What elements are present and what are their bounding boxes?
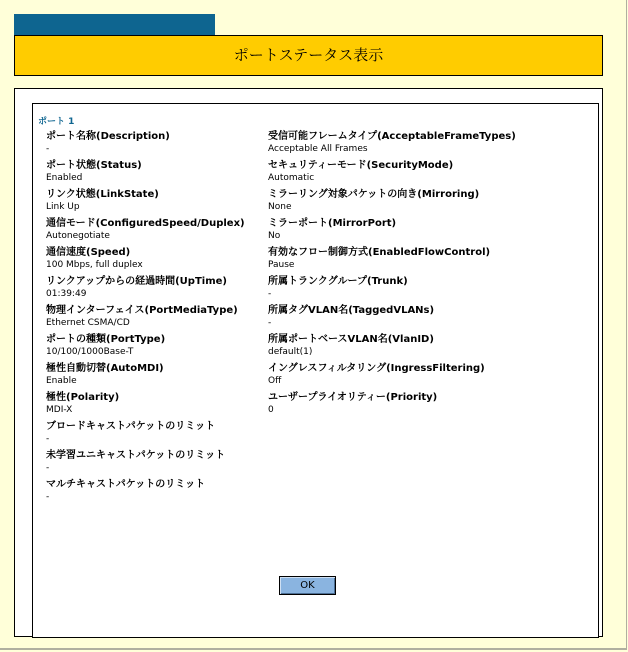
ok-button[interactable]: OK: [279, 576, 336, 595]
field-mirror-port: [268, 217, 516, 246]
field-vlan-id: [268, 333, 516, 362]
field-value: No: [268, 231, 281, 241]
field-label: 所属トランクグループ(Trunk): [268, 276, 408, 287]
field-value: -: [46, 434, 50, 444]
field-label: リンク状態(LinkState): [46, 189, 159, 200]
field-value: -: [46, 144, 50, 154]
field-polarity: [46, 391, 245, 420]
field-value: Enable: [46, 376, 77, 386]
field-acceptable-frame-types: [268, 130, 516, 159]
field-unknown-unicast-limit: [46, 449, 245, 478]
field-label: マルチキャストパケットのリミット: [46, 479, 206, 490]
field-label: ユーザープライオリティー(Priority): [268, 392, 438, 403]
field-value: Link Up: [46, 202, 80, 212]
field-port-type: [46, 333, 245, 362]
field-value: 10/100/1000Base-T: [46, 347, 134, 357]
right-column: [268, 130, 516, 420]
field-speed: [46, 246, 245, 275]
field-label: ミラーポート(MirrorPort): [268, 218, 397, 229]
field-ingress-filtering: [268, 362, 516, 391]
field-flow-control: [268, 246, 516, 275]
field-value: default(1): [268, 347, 313, 357]
field-value: Acceptable All Frames: [268, 144, 368, 154]
field-tagged-vlans: [268, 304, 516, 333]
field-value: 100 Mbps, full duplex: [46, 260, 143, 270]
field-label: リンクアップからの経過時間(UpTime): [46, 276, 227, 287]
field-label: ポート状態(Status): [46, 160, 142, 171]
field-broadcast-limit: [46, 420, 245, 449]
field-priority: [268, 391, 516, 420]
field-value: -: [46, 463, 50, 473]
field-label: イングレスフィルタリング(IngressFiltering): [268, 363, 485, 374]
field-label: 通信モード(ConfiguredSpeed/Duplex): [46, 218, 245, 229]
field-label: 通信速度(Speed): [46, 247, 131, 258]
field-value: -: [46, 492, 50, 502]
field-value: -: [268, 289, 272, 299]
field-value: Ethernet CSMA/CD: [46, 318, 130, 328]
field-status: [46, 159, 245, 188]
field-value: 01:39:49: [46, 289, 87, 299]
field-value: None: [268, 202, 292, 212]
field-value: -: [268, 318, 272, 328]
field-link-state: [46, 188, 245, 217]
field-security-mode: [268, 159, 516, 188]
field-label: ミラーリング対象パケットの向き(Mirroring): [268, 189, 480, 200]
field-value: 0: [268, 405, 274, 415]
field-description: [46, 130, 245, 159]
field-value: Pause: [268, 260, 295, 270]
field-uptime: [46, 275, 245, 304]
field-label: 有効なフロー制御方式(EnabledFlowControl): [268, 247, 491, 258]
field-configured-speed: [46, 217, 245, 246]
field-multicast-limit: [46, 478, 245, 507]
tab-strip: [14, 14, 215, 35]
field-label: 所属タグVLAN名(TaggedVLANs): [268, 305, 435, 316]
port-title: ポート 1: [38, 117, 75, 127]
field-label: ポート名称(Description): [46, 131, 170, 142]
field-label: セキュリティーモード(SecurityMode): [268, 160, 454, 171]
field-label: ポートの種類(PortType): [46, 334, 166, 345]
field-value: Enabled: [46, 173, 83, 183]
field-mirroring: [268, 188, 516, 217]
left-column: [46, 130, 245, 507]
field-label: 所属ポートベースVLAN名(VlanID): [268, 334, 434, 345]
page-title: ポートステータス表示: [233, 46, 384, 64]
header-bar: [14, 35, 603, 76]
field-label: 物理インターフェイス(PortMediaType): [46, 305, 238, 316]
field-label: 極性(Polarity): [46, 392, 120, 403]
field-label: 受信可能フレームタイプ(AcceptableFrameTypes): [268, 131, 516, 142]
field-auto-mdi: [46, 362, 245, 391]
field-value: MDI-X: [46, 405, 73, 415]
field-value: Off: [268, 376, 282, 386]
field-label: 未学習ユニキャストパケットのリミット: [46, 450, 226, 461]
field-value: Automatic: [268, 173, 315, 183]
field-label: 極性自動切替(AutoMDI): [46, 363, 164, 374]
field-label: ブロードキャストパケットのリミット: [46, 421, 216, 432]
field-trunk: [268, 275, 516, 304]
field-value: Autonegotiate: [46, 231, 110, 241]
field-media-type: [46, 304, 245, 333]
